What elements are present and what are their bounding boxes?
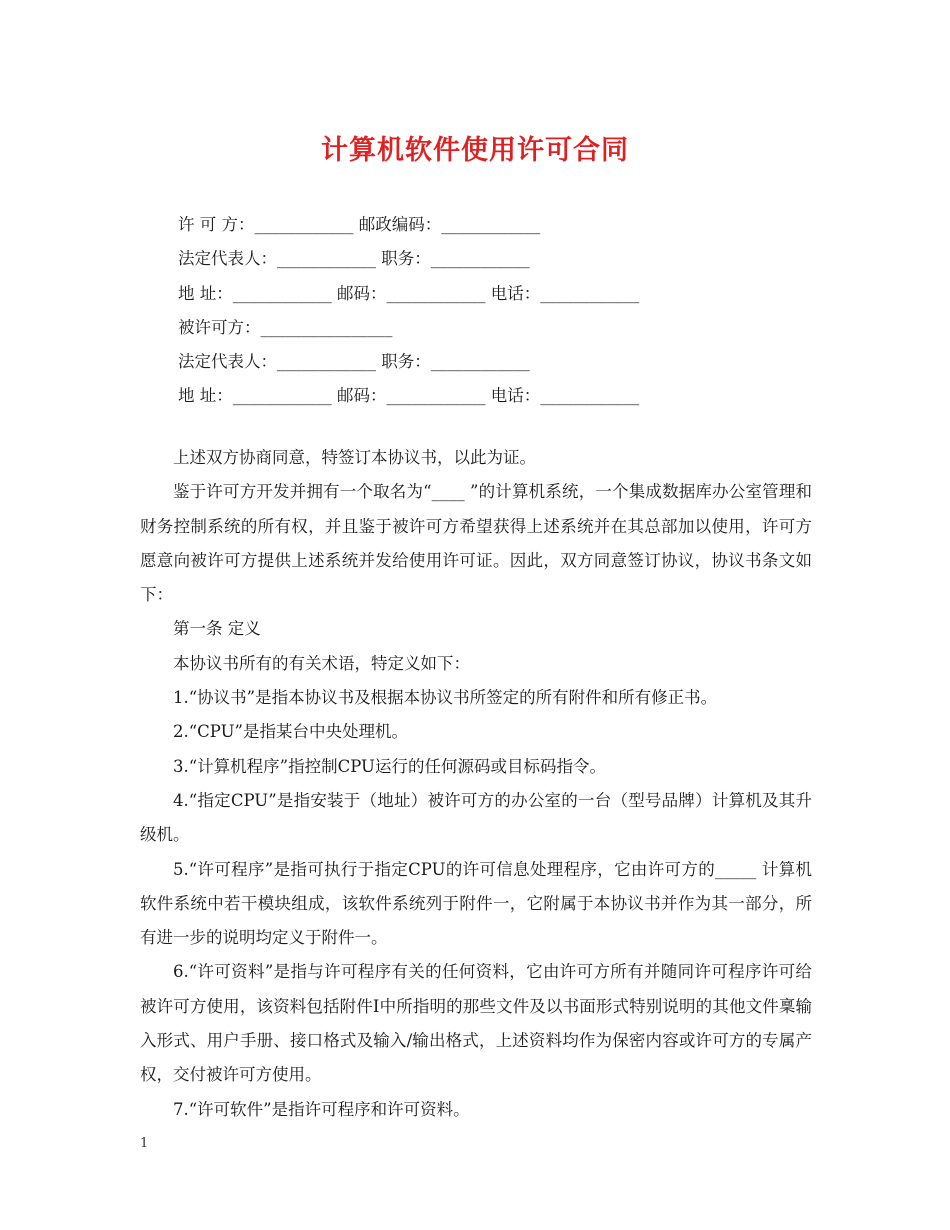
document-title: 计算机软件使用许可合同 xyxy=(321,135,629,166)
article-heading: 第一条 定义 xyxy=(173,619,261,639)
preamble-paragraph: 鉴于许可方开发并拥有一个取名为“____ ”的计算机系统，一个集成数据库办公室管理和财务控制系统的所有权，并且鉴于被许可方希望获得上述系统并在其总部加以使用，许可方愿意向被许可方提供上述系统并发给使用许可证。因此，双方同意签订协议，协议书条文如下： xyxy=(140,482,812,605)
licensee-representative-line: 法定代表人：____________ 职务：____________ xyxy=(178,352,530,372)
party-info-block xyxy=(178,208,828,414)
licensee-line: 被许可方：________________ xyxy=(178,317,393,337)
agreement-statement: 上述双方协商同意，特签订本协议书，以此为证。 xyxy=(173,448,536,467)
page-number: 1 xyxy=(140,1136,149,1151)
definition-item: 3.“计算机程序”指控制CPU运行的任何源码或目标码指令。 xyxy=(173,756,606,776)
contract-body xyxy=(140,441,812,1127)
licensor-address-line: 地 址：____________ 邮码：____________ 电话：____________ xyxy=(178,283,640,303)
definition-item: 6.“许可资料”是指与许可程序有关的任何资料，它由许可方所有并随同许可程序许可给被许可方使用，该资料包括附件Ⅰ中所指明的那些文件及以书面形式特别说明的其他文件稟输入形式、用户手册、接口格式及输入/输出格式，上述资料均作为保密内容或许可方的专属产权，交付被许可方使用。 xyxy=(140,962,812,1085)
definition-item: 4.“指定CPU”是指安装于（地址）被许可方的办公室的一台（型号品牌）计算机及其升级机。 xyxy=(140,790,812,845)
licensor-representative-line: 法定代表人：____________ 职务：____________ xyxy=(178,249,530,269)
licensee-address-line: 地 址：____________ 邮码：____________ 电话：____________ xyxy=(178,386,640,406)
definition-item: 1.“协议书”是指本协议书及根据本协议书所签定的所有附件和所有修正书。 xyxy=(173,688,718,708)
definition-item: 7.“许可软件”是指许可程序和许可资料。 xyxy=(173,1099,470,1119)
definition-item: 5.“许可程序”是指可执行于指定CPU的许可信息处理程序，它由许可方的_____ 计算机软件系统中若干模块组成，该软件系统列于附件一，它附属于本协议书并作为其一部分，所有进一步的说明均定义于附件一。 xyxy=(140,859,812,948)
definition-item: 2.“CPU”是指某台中央处理机。 xyxy=(173,722,408,742)
licensor-line: 许 可 方：____________ 邮政编码：____________ xyxy=(178,215,541,234)
definitions-intro: 本协议书所有的有关术语，特定义如下： xyxy=(173,653,470,673)
